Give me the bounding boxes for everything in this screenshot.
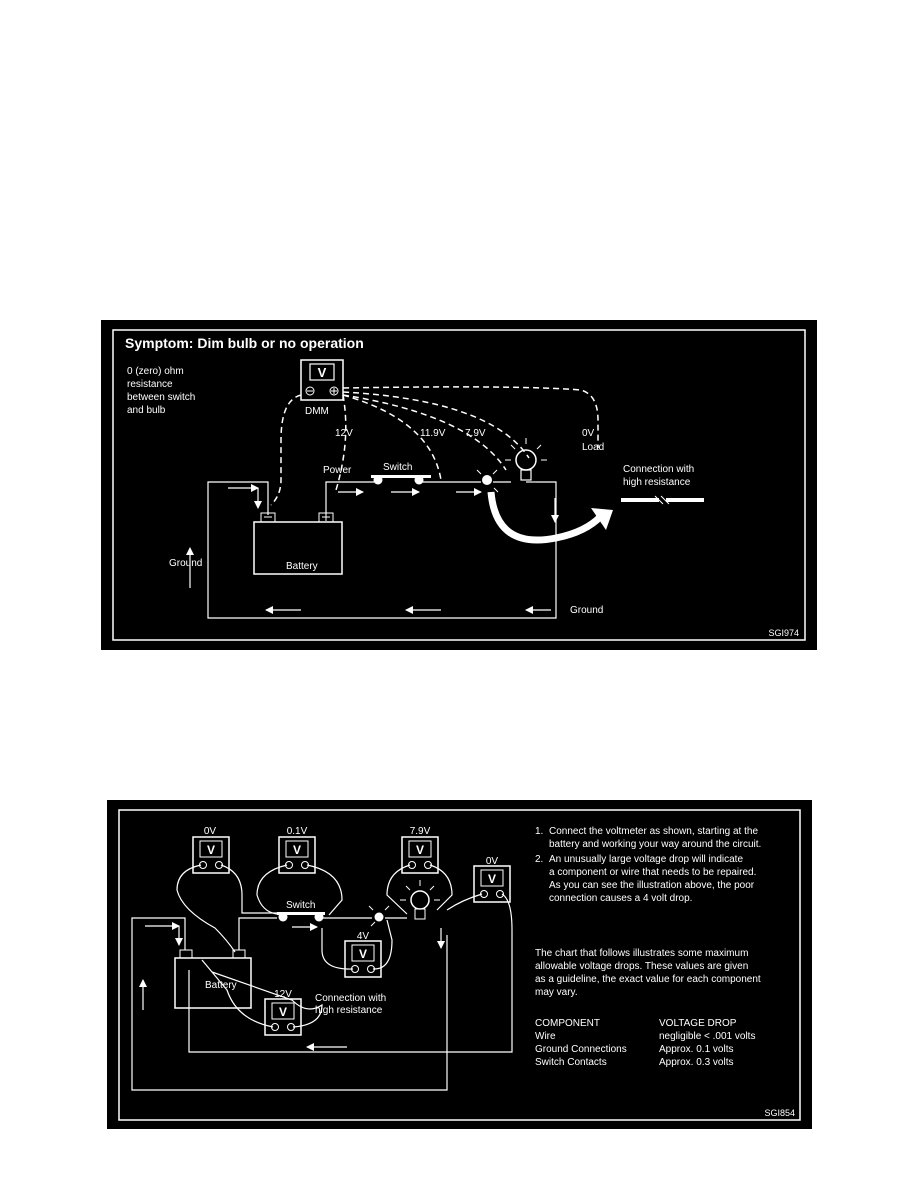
step-text: An unusually large voltage drop will indicate <box>549 854 744 865</box>
bad-connection-point <box>482 475 492 485</box>
dmm-label: DMM <box>305 406 329 417</box>
switch-contact <box>315 913 324 922</box>
ground-label-bottom: Ground <box>570 605 604 616</box>
chart-intro-line: The chart that follows illustrates some maximum <box>535 948 749 959</box>
step-text: a component or wire that needs to be repaired. <box>549 867 757 878</box>
circuit-diagram-svg <box>107 800 812 1129</box>
reading-load-ground: 0V <box>485 856 499 867</box>
connection-label-line: Connection with <box>315 993 387 1004</box>
reading-bulb: 7.9V <box>465 428 486 439</box>
circuit-diagram-svg <box>101 320 817 650</box>
voltage-drop-table <box>535 1018 755 1068</box>
chart-intro-line: as a guideline, the exact value for each component <box>535 974 761 985</box>
step-number: 1. <box>535 826 544 837</box>
step-number: 2. <box>535 854 544 865</box>
table-row <box>535 1057 733 1068</box>
connection-label-line: Connection with <box>623 464 695 475</box>
bad-connection-point <box>375 913 384 922</box>
meter-symbol: V <box>278 1005 288 1019</box>
current-flow-arrows <box>190 488 555 610</box>
meter-symbol: V <box>415 843 425 857</box>
reading-battery-ground: 0V <box>203 826 217 837</box>
diagram-panel-voltage-drop <box>107 800 812 1129</box>
step-text: connection causes a 4 volt drop. <box>549 893 693 904</box>
power-label: Power <box>323 465 352 476</box>
figure-code: SGI974 <box>768 628 799 638</box>
table-row <box>535 1031 755 1042</box>
chart-intro-line: may vary. <box>535 987 578 998</box>
table-cell: Approx. 0.1 volts <box>659 1044 734 1055</box>
battery-label: Battery <box>286 561 318 572</box>
reading-battery: 12V <box>274 989 292 1000</box>
bulb-icon <box>505 438 547 480</box>
meter-symbol: V <box>206 843 216 857</box>
table-cell: Approx. 0.3 volts <box>659 1057 734 1068</box>
chart-intro-line: allowable voltage drops. These values are given <box>535 961 749 972</box>
switch-label: Switch <box>383 462 413 473</box>
table-header-component: COMPONENT <box>535 1018 600 1029</box>
ground-label-left: Ground <box>169 558 203 569</box>
meter-symbol: V <box>358 947 368 961</box>
battery-label: Battery <box>205 980 237 991</box>
callout-arrow <box>491 492 601 540</box>
reading-connection: 4V <box>356 931 370 942</box>
step-text: Connect the voltmeter as shown, starting at the <box>549 826 758 837</box>
switch-contact <box>374 476 383 485</box>
reading-power: 12V <box>335 428 353 439</box>
diagram-title: Symptom: Dim bulb or no operation <box>125 335 364 351</box>
figure-code: SGI854 <box>764 1108 795 1118</box>
switch-contact <box>279 913 288 922</box>
connection-label-line: high resistance <box>315 1005 383 1016</box>
table-cell: Wire <box>535 1031 556 1042</box>
resistance-note-line: resistance <box>127 379 173 390</box>
dmm-meter <box>301 360 343 400</box>
meter-symbol: V <box>487 872 497 886</box>
resistance-note-line: 0 (zero) ohm <box>127 366 184 377</box>
meter-symbol: V <box>292 843 302 857</box>
connection-label-line: high resistance <box>623 477 691 488</box>
reading-switch: 0.1V <box>286 826 308 837</box>
reading-switch: 11.9V <box>420 428 446 439</box>
current-flow-arrows <box>143 926 441 1047</box>
resistance-note-line: between switch <box>127 392 196 403</box>
meter-test-leads <box>271 387 598 505</box>
meter-symbol: V <box>317 365 327 380</box>
step-text: As you can see the illustration above, the poor <box>549 880 755 891</box>
table-header-voltage-drop: VOLTAGE DROP <box>659 1018 737 1029</box>
battery <box>175 950 251 1008</box>
resistance-note-line: and bulb <box>127 405 166 416</box>
switch-label: Switch <box>286 900 316 911</box>
table-cell: Switch Contacts <box>535 1057 607 1068</box>
switch-contact <box>415 476 424 485</box>
panel-border <box>113 330 805 640</box>
instructions <box>535 826 761 998</box>
circuit-wiring <box>208 482 556 618</box>
load-label: Load <box>582 442 605 453</box>
step-text: battery and working your way around the circuit. <box>549 839 762 850</box>
table-row <box>535 1044 733 1055</box>
table-cell: Ground Connections <box>535 1044 627 1055</box>
reading-bulb: 7.9V <box>409 826 431 837</box>
broken-wire-icon <box>621 496 704 504</box>
table-cell: negligible < .001 volts <box>659 1031 756 1042</box>
reading-load: 0V <box>582 428 595 439</box>
diagram-panel-dim-bulb <box>101 320 817 650</box>
